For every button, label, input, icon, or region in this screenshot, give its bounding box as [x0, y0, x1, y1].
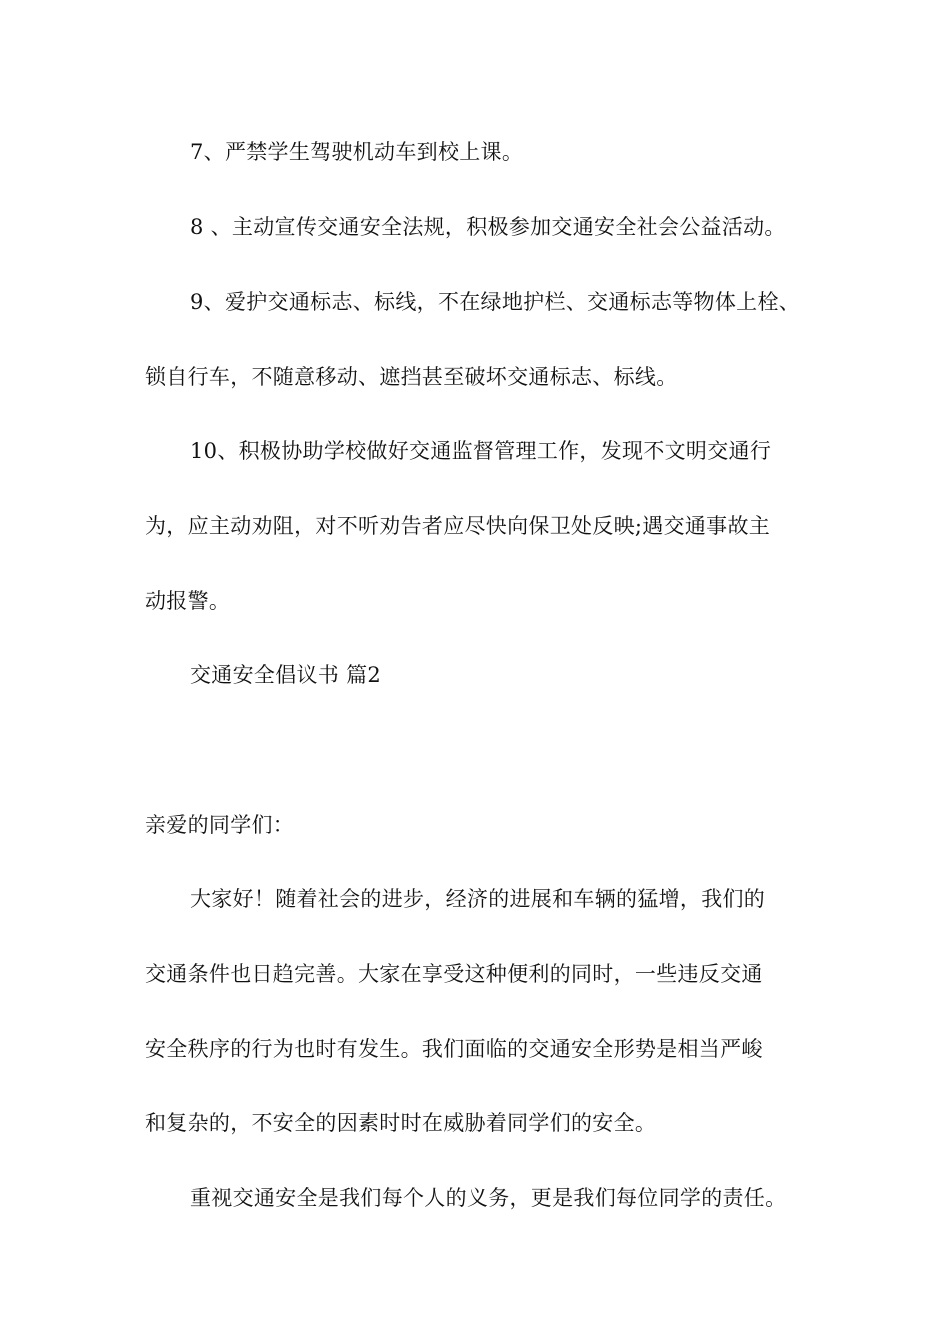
item-10-line-1: 10、积极协助学校做好交通监督管理工作，发现不文明交通行: [190, 439, 772, 463]
item-9-line-2: 锁自行车，不随意移动、遮挡甚至破坏交通标志、标线。: [145, 365, 678, 389]
paragraph-2-line-1: 重视交通安全是我们每个人的义务，更是我们每位同学的责任。: [190, 1186, 787, 1210]
paragraph-1-line-3: 安全秩序的行为也时有发生。我们面临的交通安全形势是相当严峻: [145, 1037, 763, 1061]
paragraph-1-line-4: 和复杂的，不安全的因素时时在威胁着同学们的安全。: [145, 1111, 657, 1135]
item-8-line: 8 、主动宣传交通安全法规，积极参加交通安全社会公益活动。: [190, 215, 786, 239]
item-10-line-2: 为，应主动劝阻，对不听劝告者应尽快向保卫处反映;遇交通事故主: [145, 514, 771, 538]
section-title: 交通安全倡议书 篇2: [190, 663, 382, 687]
paragraph-1-line-2: 交通条件也日趋完善。大家在享受这种便利的同时，一些违反交通: [145, 962, 763, 986]
item-7-line: 7、严禁学生驾驶机动车到校上课。: [190, 140, 524, 164]
item-9-line-1: 9、爱护交通标志、标线，不在绿地护栏、交通标志等物体上栓、: [190, 290, 801, 314]
paragraph-1-line-1: 大家好！随着社会的进步，经济的进展和车辆的猛增，我们的: [190, 887, 766, 911]
salutation: 亲爱的同学们：: [145, 813, 295, 837]
item-10-line-3: 动报警。: [145, 589, 231, 613]
